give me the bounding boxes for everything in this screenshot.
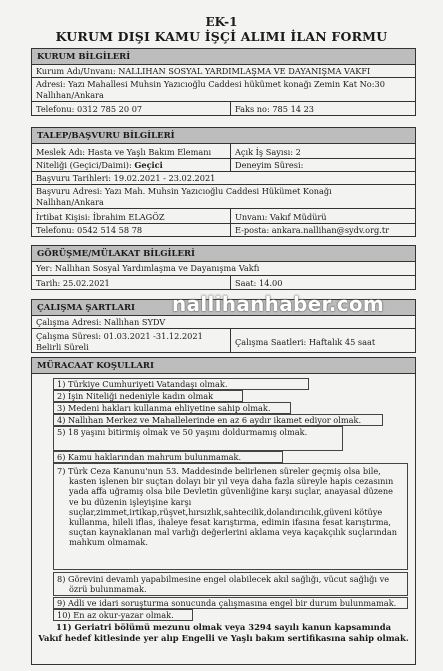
employment-type-label: Niteliği (Geçici/Daimi): [36, 160, 135, 170]
requirement-7-line: suçtan kaynaklanan mal varlığı değerlerini aklama veya kaçakçılık suçlarından [69, 527, 397, 538]
requirement-5: 5) 18 yaşını bitirmiş olmak ve 50 yaşını doldurmamış olmak. [53, 426, 343, 451]
contact-email: E-posta: ankara.nallihan@sydv.org.tr [235, 225, 390, 235]
requirement-7-line: kasten işlenen bir suçtan dolayı bir yıl veya daha fazla süreyle hapis cezasının [69, 476, 394, 487]
work-hours: Çalışma Saatleri: Haftalık 45 saat [235, 337, 376, 347]
work-section-header: ÇALIŞMA ŞARTLARI [31, 299, 416, 316]
requirement-9: 9) Adli ve idari soruşturma sonucunda çalışmasına engel bir durum bulunmamak. [53, 597, 408, 609]
application-address-line2: Nallıhan/Ankara [36, 196, 104, 207]
divider [230, 329, 231, 353]
contact-phone: Telefonu: 0542 514 58 78 [36, 225, 143, 235]
application-dates: Başvuru Tarihleri: 19.02.2021 - 23.02.2021 [31, 172, 416, 185]
institution-section-header: KURUM BİLGİLERİ [31, 48, 416, 65]
requirement-8-line: özrü bulunmamak. [69, 584, 147, 595]
requirement-4: 4) Nallıhan Merkez ve Mahallelerinde en az 6 aydır ikamet ediyor olmak. [53, 414, 383, 426]
work-period-dates: Çalışma Süresi: 01.03.2021 -31.12.2021 [36, 331, 203, 341]
requirement-8-line: 8) Görevini devamlı yapabilmesine engel olabilecek akıl sağlığı, vücut sağlığı ve [57, 574, 390, 584]
experience: Deneyim Süresi: [235, 160, 304, 170]
requirement-11-line1: 11) Geriatri bölümü mezunu olmak veya 3294 sayılı kanun kapsamında [55, 622, 392, 632]
application-address [31, 185, 416, 209]
requirement-11-line2: Vakıf hedef kitlesinde yer alıp Engelli ve Yaşlı bakım sertifikasına sahip olmak. [38, 633, 409, 643]
divider [230, 276, 231, 290]
requirements-section-header: MÜRACAAT KOŞULLARI [31, 357, 416, 374]
institution-address-line1: Adresi: Yazı Mahallesi Muhsin Yazıcıoğlu Caddesi hükümet konağı Zemin Kat No:30 [36, 79, 385, 89]
divider [31, 158, 416, 159]
institution-address [31, 78, 416, 102]
institution-name: Kurum Adı/Unvanı: NALLIHAN SOSYAL YARDIMLAŞMA VE DAYANIŞMA VAKFI [31, 65, 416, 78]
requirement-7-line: kullanma, hileli iflas, ihaleye fesat karıştırma, edimin ifasına fesat karıştırma, [69, 517, 392, 528]
interview-date: Tarih: 25.02.2021 [36, 278, 110, 288]
request-section-header: TALEP/BAŞVURU BİLGİLERİ [31, 127, 416, 144]
employment-type-value: Geçici [134, 160, 163, 170]
requirement-7-line: mahkum olmamak. [69, 537, 148, 548]
work-address: Çalışma Adresi: Nallıhan SYDV [31, 316, 416, 329]
institution-phone: Telefonu: 0312 785 20 07 [36, 104, 143, 114]
divider [230, 102, 231, 116]
requirement-8 [53, 572, 408, 596]
watermark: nallihanhaber.com [172, 292, 385, 316]
form-title: KURUM DIŞI KAMU İŞÇİ ALIMI İLAN FORMU [55, 29, 388, 44]
requirement-1: 1) Türkiye Cumhuriyeti Vatandaşı olmak. [53, 378, 309, 390]
requirement-7-line: suçlar,zimmet,irtikap,rüşvet,hırsızlık,sahtecilik,dolandırıcılık,güveni kötüye [69, 506, 383, 517]
interview-section-header: GÖRÜŞME/MÜLAKAT BİLGİLERİ [31, 245, 416, 262]
institution-fax: Faks no: 785 14 23 [235, 104, 315, 114]
requirement-7-line: yada affa uğramış olsa bile Devletin güvenliğine karşı suçlar, anayasal düzene [69, 486, 394, 497]
requirement-2: 2) İşin Niteliği nedeniyle kadın olmak [53, 390, 243, 402]
contact-title: Unvanı: Vakıf Müdürü [235, 212, 327, 222]
interview-place: Yer: Nallıhan Sosyal Yardımlaşma ve Dayanışma Vakfı [31, 262, 416, 276]
employment-type [36, 160, 163, 171]
requirement-6: 6) Kamu haklarından mahrum bulunmamak. [53, 451, 283, 463]
requirement-10: 10) En az okur-yazar olmak. [53, 609, 193, 621]
contact-person: İrtibat Kişisi: İbrahim ELAGÖZ [36, 212, 165, 222]
institution-address-line2: Nallıhan/Ankara [36, 89, 104, 100]
profession: Meslek Adı: Hasta ve Yaşlı Bakım Elemanı [36, 147, 212, 157]
requirement-3: 3) Medeni hakları kullanma ehliyetine sahip olmak. [53, 402, 291, 414]
work-period [36, 331, 203, 352]
requirement-7 [53, 463, 408, 570]
application-address-line1: Başvuru Adresi: Yazı Mah. Muhsin Yazıcıoğlu Caddesi Hükümet Konağı [36, 186, 332, 196]
requirement-7-line: ve bu düzenin işleyişine karşı [69, 496, 192, 507]
interview-time: Saat: 14.00 [235, 278, 283, 288]
requirement-7-line: 7) Türk Ceza Kanunu'nun 53. Maddesinde belirlenen süreler geçmiş olsa bile, [57, 466, 381, 476]
divider [31, 223, 416, 224]
openings: Açık İş Sayısı: 2 [235, 147, 301, 157]
annex-label: EK-1 [205, 15, 238, 29]
work-period-type: Belirli Süreli [36, 341, 89, 352]
